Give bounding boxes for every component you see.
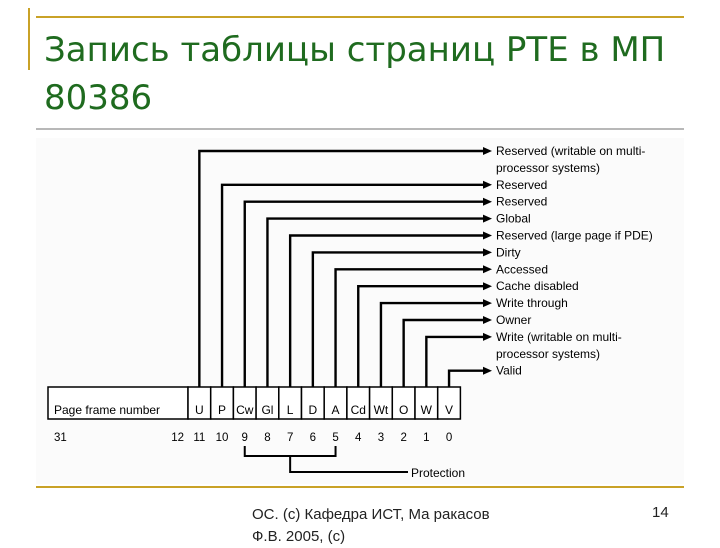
arrowhead-u: [483, 147, 492, 155]
page-number: 14: [652, 504, 669, 521]
protection-bracket: [245, 446, 336, 456]
field-description-5: Dirty: [496, 245, 521, 260]
arrowhead-gl: [483, 215, 492, 223]
field-description-9: Owner: [496, 313, 532, 327]
bit-11-label: 11: [193, 432, 206, 444]
bit-31-label: 31: [54, 432, 67, 444]
pte-field-d-label: D: [308, 403, 318, 417]
field-description-3: Global: [496, 211, 531, 226]
pte-field-v-label: V: [445, 403, 454, 417]
field-description-6: Accessed: [496, 262, 549, 277]
title-separator: [36, 128, 684, 130]
footer-text: ОС. (c) Кафедра ИСТ, Ма ракасов Ф.В. 2005, (c): [252, 506, 490, 545]
bit-4-label: 4: [355, 432, 362, 444]
bit-3-label: 3: [377, 432, 385, 444]
page-frame-number-label: Page frame number: [54, 403, 161, 417]
arrowhead-wt: [483, 299, 492, 307]
arrowhead-l: [483, 232, 492, 240]
bit-5-label: 5: [332, 432, 339, 444]
bit-2-label: 2: [400, 432, 407, 444]
arrowhead-p: [483, 181, 492, 189]
bit-6-label: 6: [309, 432, 317, 444]
connector-w: [426, 337, 484, 387]
pte-field-cw-label: Cw: [236, 403, 254, 417]
arrowhead-o: [483, 316, 492, 324]
pte-diagram: [36, 138, 684, 484]
arrowhead-cd: [483, 282, 492, 290]
field-description-11: Valid: [496, 363, 522, 378]
field-description-1: Reserved: [496, 177, 548, 192]
bit-8-label: 8: [264, 432, 271, 444]
arrowhead-v: [483, 367, 492, 375]
connector-cw: [245, 202, 484, 387]
pte-field-o-label: O: [398, 403, 409, 417]
left-decoration-line: [28, 8, 30, 70]
protection-connector: [290, 456, 408, 472]
pte-field-p-label: P: [218, 403, 227, 417]
field-description-10-cont: processor systems): [496, 346, 601, 361]
bit-0-label: 0: [445, 432, 453, 444]
connector-l: [290, 236, 484, 388]
field-description-10: Write (writable on multi-: [496, 329, 622, 344]
pte-field-a-label: A: [331, 403, 340, 417]
bit-9-label: 9: [241, 432, 248, 444]
top-decoration-line: [36, 16, 684, 18]
pte-field-u-label: U: [195, 403, 204, 417]
pte-field-l-label: L: [286, 403, 294, 417]
connector-o: [404, 320, 484, 387]
arrowhead-w: [483, 333, 492, 341]
field-description-0: Reserved (writable on multi-: [496, 144, 646, 158]
slide-title: Запись таблицы страниц PTE в МП 80386: [44, 30, 666, 118]
footer-rule: [36, 486, 684, 488]
pte-field-gl-label: Gl: [261, 403, 274, 417]
connector-v: [449, 371, 484, 387]
pte-field-wt-label: Wt: [373, 403, 389, 417]
connector-wt: [381, 303, 484, 387]
arrowhead-d: [483, 248, 492, 256]
bit-12-label: 12: [171, 432, 184, 444]
arrowhead-a: [483, 265, 492, 273]
protection-label: Protection: [411, 466, 466, 480]
bit-1-label: 1: [423, 432, 430, 444]
bit-7-label: 7: [286, 432, 294, 444]
field-description-8: Write through: [496, 296, 568, 311]
field-description-0-cont: processor systems): [496, 160, 601, 175]
arrowhead-cw: [483, 198, 492, 206]
bit-10-label: 10: [215, 432, 229, 444]
pte-field-w-label: W: [420, 403, 433, 417]
field-description-2: Reserved: [496, 194, 548, 209]
pte-field-cd-label: Cd: [350, 403, 366, 417]
field-description-7: Cache disabled: [496, 279, 579, 294]
field-description-4: Reserved (large page if PDE): [496, 228, 653, 243]
